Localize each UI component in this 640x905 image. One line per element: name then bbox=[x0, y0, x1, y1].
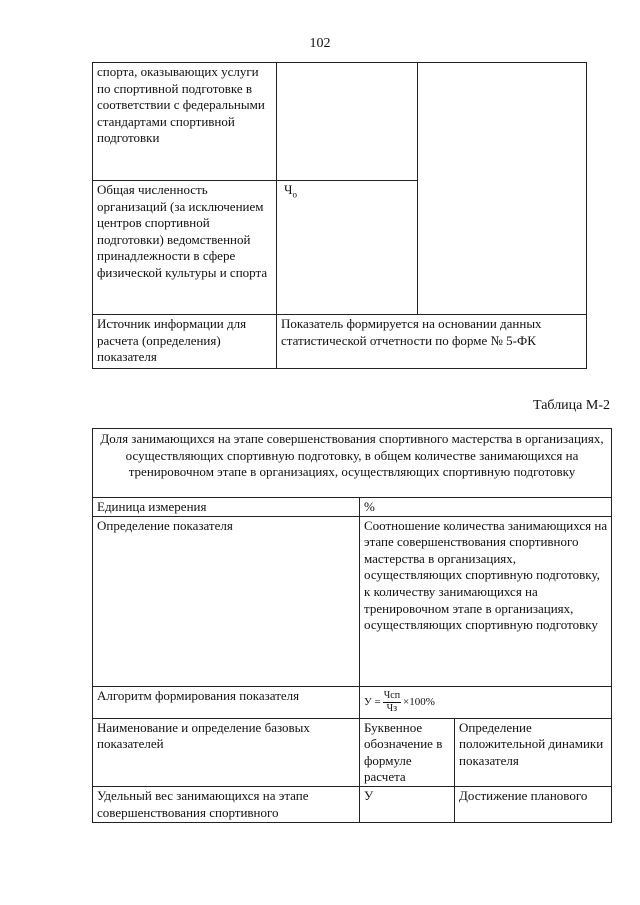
organizations-label-cell bbox=[93, 63, 277, 181]
cell-text: Показатель формируется на основании данных статистической отчетности по форме № 5-ФК bbox=[281, 316, 542, 348]
cell-text: Определение показателя bbox=[97, 517, 233, 533]
formula-rhs: ×100% bbox=[403, 695, 435, 708]
cell-text: Источник информации для расчета (определения) показателя bbox=[97, 316, 247, 365]
cell-text: Наименование и определение базовых показателей bbox=[97, 719, 310, 752]
algorithm-label-cell bbox=[93, 686, 360, 718]
cell-text: Определение положительной динамики показателя bbox=[459, 719, 604, 768]
share-symbol-cell bbox=[360, 786, 455, 822]
page-number: 102 bbox=[309, 36, 331, 51]
cell-text: Буквенное обозначение в формуле расчета bbox=[364, 719, 443, 785]
source-label-cell bbox=[93, 315, 277, 369]
cell-text: Единица измерения bbox=[97, 499, 207, 514]
formula-lhs: У = bbox=[364, 695, 381, 708]
share-dynamics-cell bbox=[455, 786, 612, 822]
table-row bbox=[93, 315, 587, 369]
source-value-cell bbox=[277, 315, 587, 369]
cell-text: Соотношение количества занимающихся на этапе совершенствования спортивного мастерства в организациях, осуществляющих спортивную подготовку, к количеству занимающихся на тренировочном этапе в организациях, осуществляющих спортивную подготовку bbox=[364, 517, 608, 633]
empty-cell bbox=[277, 63, 418, 181]
table-row bbox=[93, 718, 612, 786]
cell-text: Удельный вес занимающихся на этапе совершенствования спортивного bbox=[97, 787, 309, 820]
table-row bbox=[93, 63, 587, 181]
formula-denominator: Чз bbox=[386, 702, 398, 714]
cell-text: Общая численность организаций (за исключением центров спортивной подготовки) ведомственной принадлежности в сфере физической культуры и спорта bbox=[97, 182, 268, 280]
table-caption: Таблица М-2 bbox=[533, 398, 610, 413]
indicator-title-cell bbox=[93, 429, 612, 498]
indicator-table-m2 bbox=[92, 428, 612, 823]
indicator-title: Доля занимающихся на этапе совершенствования спортивного мастерства в организациях, осуществляющих спортивную подготовку, в общем количестве занимающихся на тренировочном этапе в организациях, осуществляющих спортивную подготовку bbox=[100, 431, 604, 480]
formula bbox=[364, 688, 435, 715]
cell-text: спорта, оказывающих услуги по спортивной подготовке в соответствии с федеральными стандартами спортивной подготовки bbox=[97, 64, 265, 146]
definition-label-cell bbox=[93, 516, 360, 686]
cell-text: Достижение планового bbox=[459, 787, 588, 803]
symbol-main: Ч bbox=[284, 182, 293, 197]
positive-dynamics-header-cell bbox=[455, 718, 612, 786]
formula-numerator: Чсп bbox=[383, 689, 401, 701]
formula-fraction bbox=[383, 690, 401, 715]
symbol-cell bbox=[277, 181, 418, 315]
table-row bbox=[93, 498, 612, 517]
base-indicators-header-cell bbox=[93, 718, 360, 786]
unit-label-cell bbox=[93, 498, 360, 517]
table-row bbox=[93, 516, 612, 686]
table-row bbox=[93, 429, 612, 498]
cell-text: % bbox=[364, 499, 375, 514]
empty-cell bbox=[418, 63, 587, 315]
symbol-subscript: о bbox=[292, 189, 297, 200]
definition-value-cell bbox=[360, 516, 612, 686]
unit-value-cell bbox=[360, 498, 612, 517]
cell-text: Алгоритм формирования показателя bbox=[97, 687, 300, 703]
share-label-cell bbox=[93, 786, 360, 822]
table-row bbox=[93, 686, 612, 718]
total-organizations-label-cell bbox=[93, 181, 277, 315]
cell-text: У bbox=[364, 787, 374, 803]
formula-cell bbox=[360, 686, 612, 718]
table-row bbox=[93, 786, 612, 822]
indicator-table-continued bbox=[92, 62, 587, 369]
letter-designation-header-cell bbox=[360, 718, 455, 786]
